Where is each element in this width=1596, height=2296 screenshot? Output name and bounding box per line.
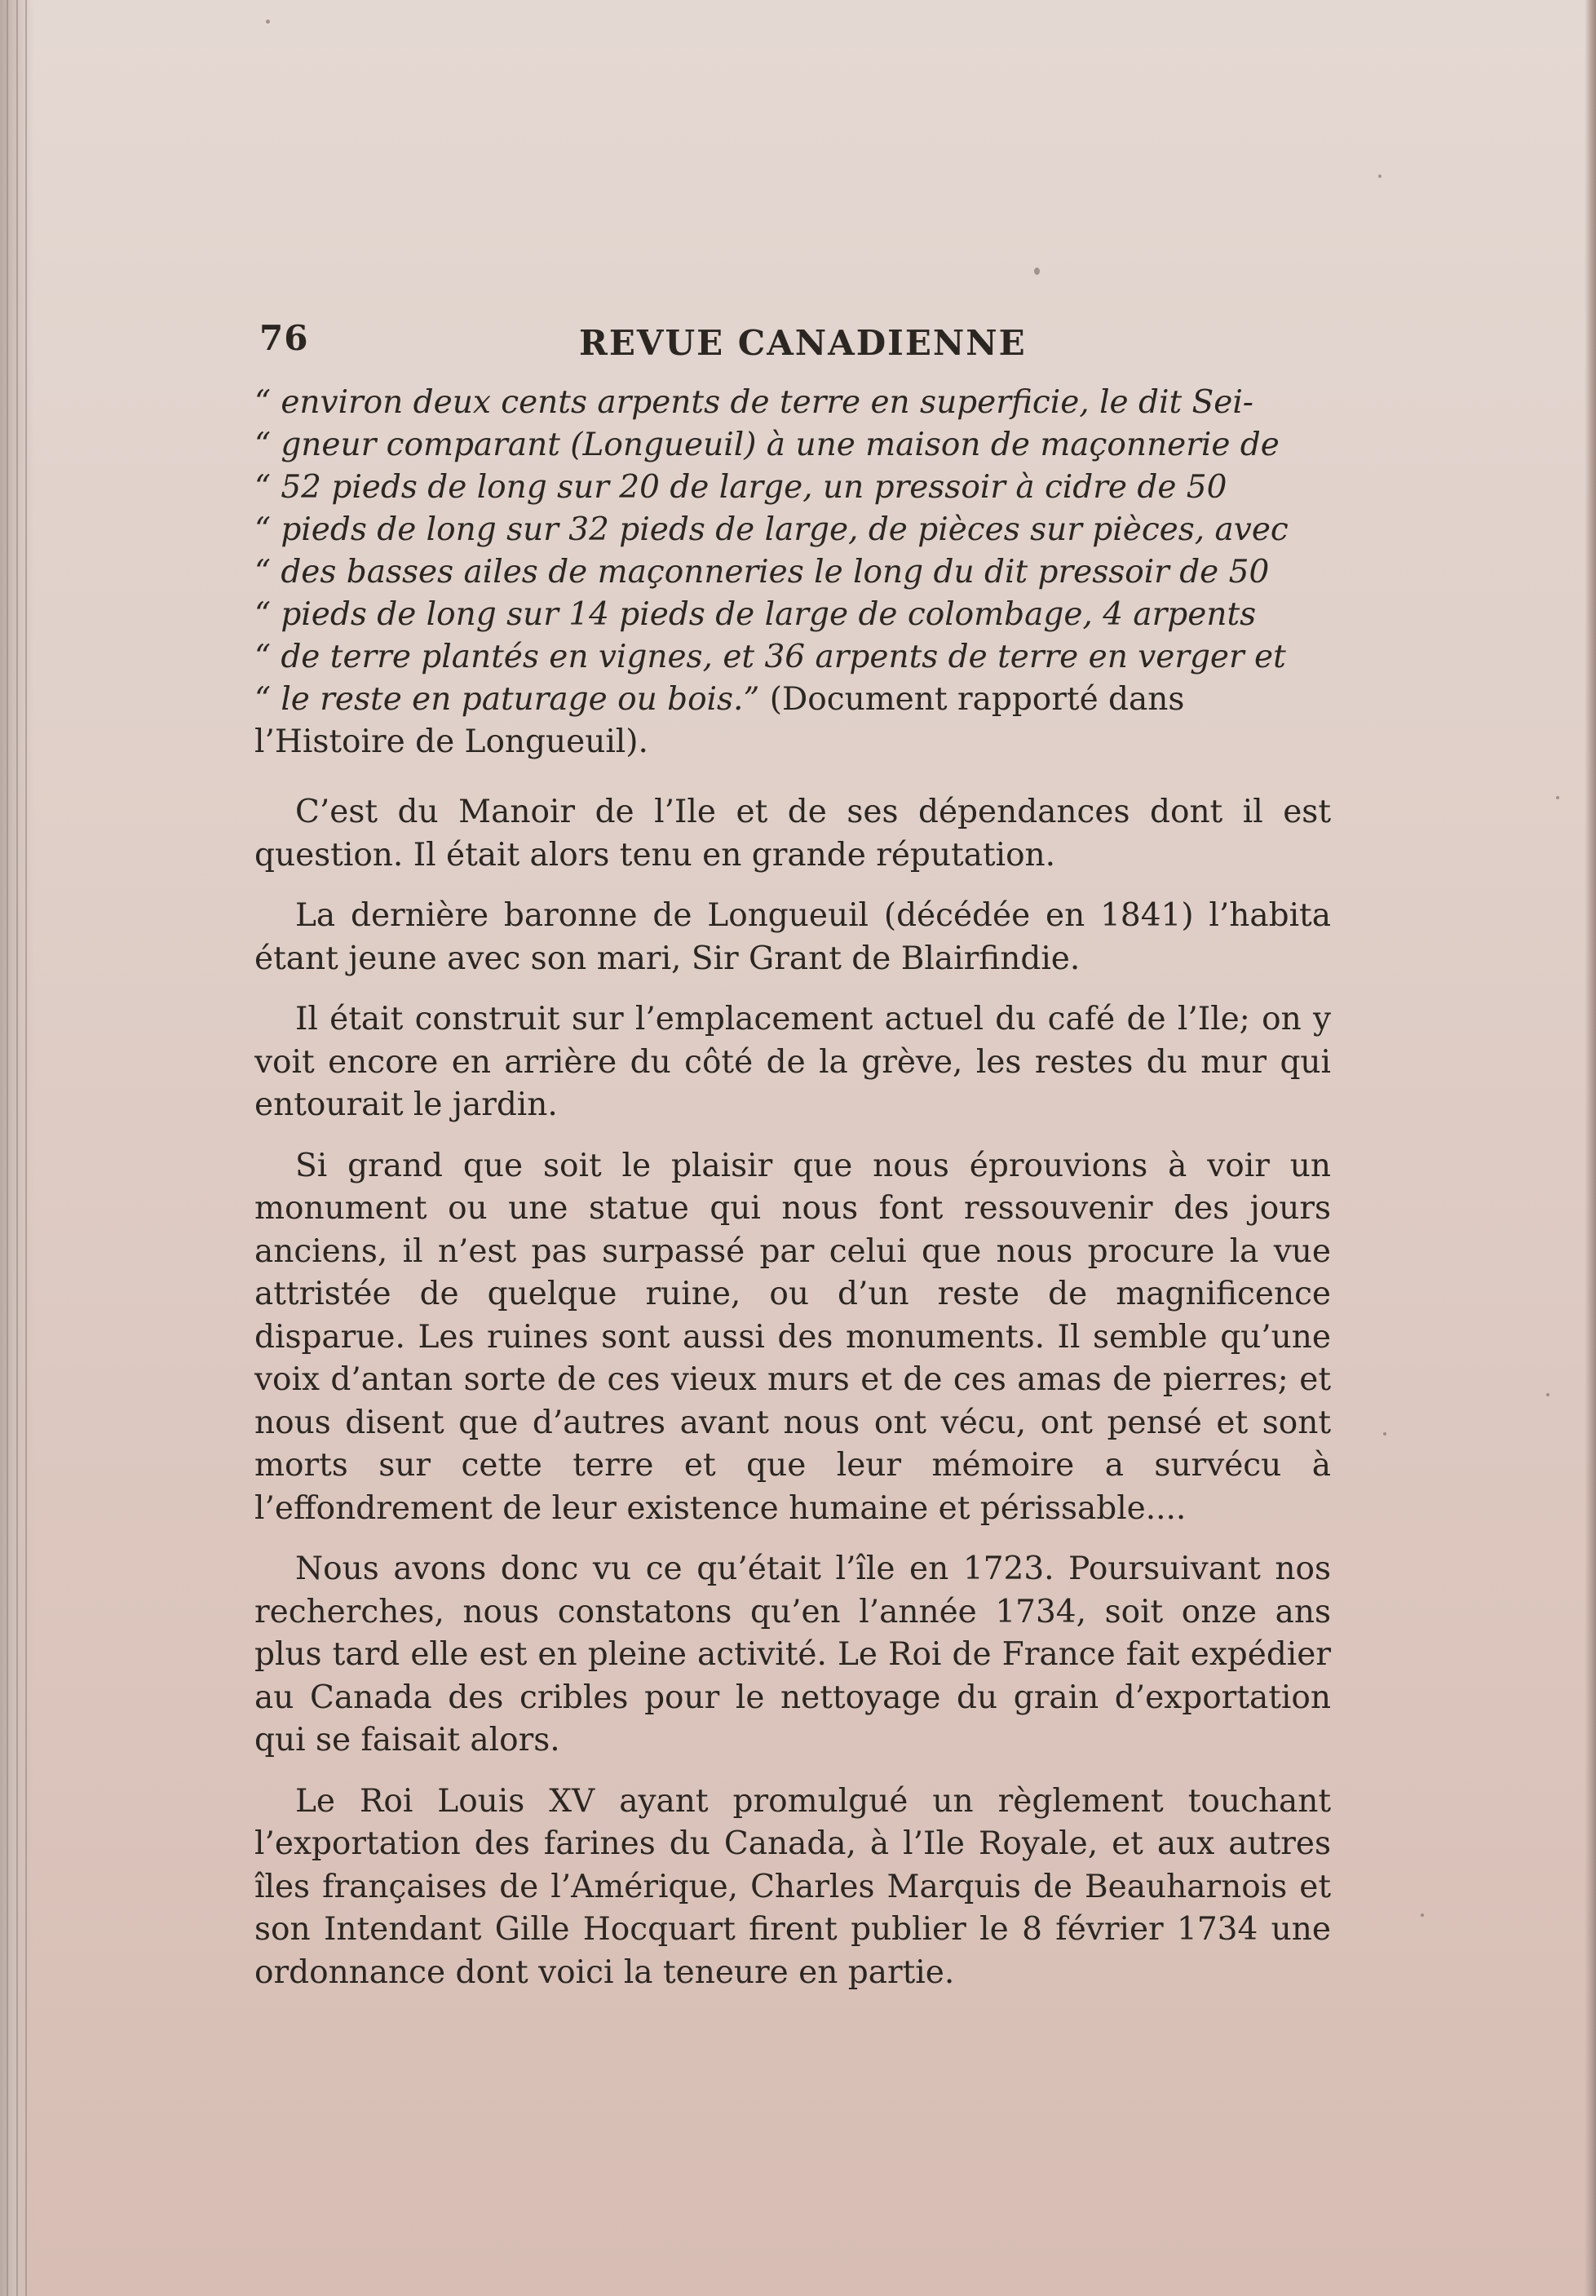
quote-line: “ des basses ailes de maçonneries le long du dit pressoir de 50 xyxy=(254,554,1270,591)
journal-title: REVUE CANADIENNE xyxy=(579,323,1027,363)
quote-line: “ pieds de long sur 14 pieds de large de colombage, 4 arpents xyxy=(254,596,1257,633)
paragraph: Le Roi Louis XV ayant promulgué un règlement touchant l’exportation des farines du Canada, à l’Ile Royale, et aux autres îles françaises de l’Amérique, Charles Marquis de Beauharnois et son Intendant Gille Hocquart firent publier le 8 février 1734 une ordonnance dont voici la teneure en partie. xyxy=(254,1782,1331,1991)
quote-line: “ pieds de long sur 32 pieds de large, de pièces sur pièces, avec xyxy=(254,511,1289,548)
paragraph: La dernière baronne de Longueuil (décédée en 1841) l’habita étant jeune avec son mari, Sir Grant de Blairfindie. xyxy=(254,897,1331,977)
paragraph: C’est du Manoir de l’Ile et de ses dépendances dont il est question. Il était alors tenu en grande réputation. xyxy=(254,794,1331,874)
page-edge-line xyxy=(7,0,8,2296)
quoted-document xyxy=(254,382,1331,763)
quote-line xyxy=(254,679,1331,721)
paper-speck xyxy=(1556,796,1559,799)
page-edge-right xyxy=(1585,0,1596,2296)
paper-speck xyxy=(266,20,270,24)
page-edge-line xyxy=(16,0,18,2296)
citation-source-end: l’Histoire de Longueuil). xyxy=(254,723,648,760)
quote-line: “ gneur comparant (Longueuil) à une maison de maçonnerie de xyxy=(254,427,1280,463)
paper-speck xyxy=(1421,1913,1424,1917)
paragraph: Nous avons donc vu ce qu’était l’île en 1723. Poursuivant nos recherches, nous constatons qu’en l’année 1734, soit onze ans plus tard elle est en pleine activité. Le Roi de France fait expédier au Canada des cribles pour le nettoyage du grain d’exportation qui se faisait alors. xyxy=(254,1551,1331,1758)
paragraph: Il était construit sur l’emplacement actuel du café de l’Ile; on y voit encore en arrière du côté de la grève, les restes du mur qui entourait le jardin. xyxy=(254,1001,1331,1123)
quote-line: “ environ deux cents arpents de terre en superficie, le dit Sei- xyxy=(254,384,1253,421)
paper-speck xyxy=(1383,1432,1386,1436)
paper-speck xyxy=(1378,175,1382,178)
page-edge-line xyxy=(25,0,27,2296)
page-number: 76 xyxy=(259,318,309,358)
running-header xyxy=(254,310,1331,367)
page-body xyxy=(254,310,1331,1994)
quote-line: “ de terre plantés en vignes, et 36 arpents de terre en verger et xyxy=(254,639,1286,675)
quote-line-text: “ le reste en paturage ou bois.” xyxy=(254,681,760,718)
paper-speck xyxy=(1034,268,1040,275)
paragraph: Si grand que soit le plaisir que nous éprouvions à voir un monument ou une statue qui nous font ressouvenir des jours anciens, il n’est pas surpassé par celui que nous procure la vue attristée de quelque ruine, ou d’un reste de magnificence disparue. Les ruines sont aussi des monuments. Il semble qu’une voix d’antan sorte de ces vieux murs et de ces amas de pierres; et nous disent que d’autres avant nous ont vécu, ont pensé et sont morts sur cette terre et que leur mémoire a survécu à l’effondrement de leur existence humaine et périssable.... xyxy=(254,1147,1331,1527)
citation-source: (Document rapporté dans xyxy=(769,681,1185,718)
paper-speck xyxy=(1546,1393,1550,1396)
quote-line: “ 52 pieds de long sur 20 de large, un pressoir à cidre de 50 xyxy=(254,469,1227,506)
